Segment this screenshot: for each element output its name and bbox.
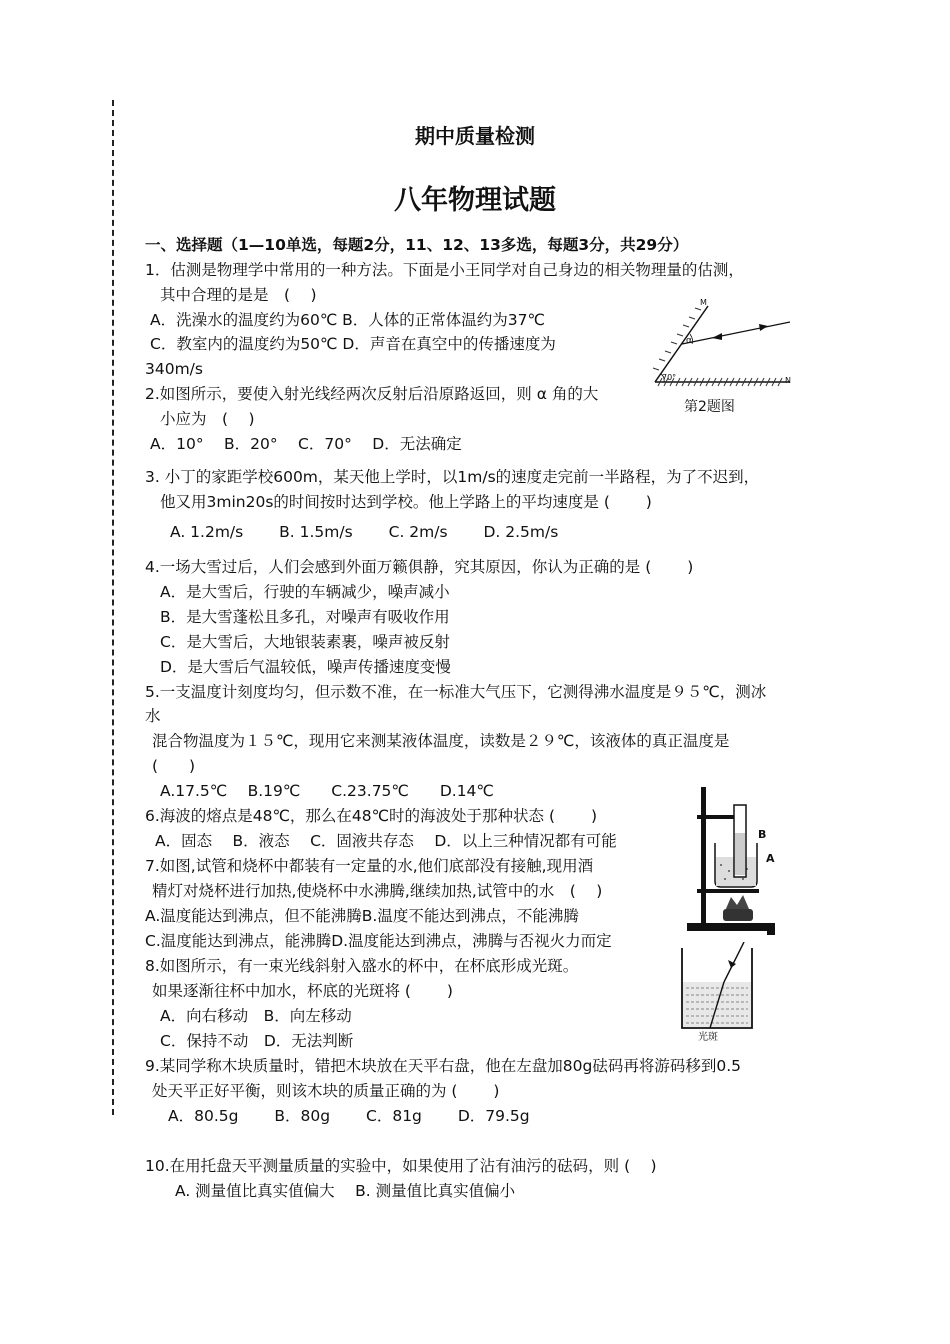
q9-stem-line2: 处天平正好平衡，则该木块的质量正确的为 ( )	[152, 1082, 500, 1100]
q2-options: A．10° B．20° C．70° D．无法确定	[150, 435, 462, 453]
q8-cup-figure	[678, 942, 758, 1034]
q1-stem-line2: 其中合理的是是 ( )	[160, 286, 317, 304]
q10-stem: 10.在用托盘天平测量质量的实验中，如果使用了沾有油污的砝码，则 ( )	[145, 1157, 657, 1175]
q7-stem-line1: 7.如图,试管和烧杯中都装有一定量的水,他们底部没有接触,现用酒	[145, 857, 594, 875]
q2-fig-label-n: N	[785, 376, 791, 385]
q7-stem-line2: 精灯对烧杯进行加热,使烧杯中水沸腾,继续加热,试管中的水 ( )	[152, 882, 603, 900]
q1-options-ab: A．洗澡水的温度约为60℃ B．人体的正常体温约为37℃	[150, 311, 545, 329]
q2-fig-label-angle: 70°	[662, 373, 677, 382]
q5-stem-line1: 5.一支温度计刻度均匀，但示数不准，在一标准大气压下，它测得沸水温度是９５℃，测冰	[145, 683, 767, 701]
q1-options-cd: C．教室内的温度约为50℃ D．声音在真空中的传播速度为	[150, 335, 556, 353]
q8-stem-line1: 8.如图所示，有一束光线斜射入盛水的杯中，在杯底形成光斑。	[145, 957, 579, 975]
q9-stem-line1: 9.某同学称木块质量时，错把木块放在天平右盘，他在左盘加80g砝码再将游码移到0.5	[145, 1057, 742, 1075]
exam-title: 期中质量检测	[415, 124, 535, 148]
q5-stem-line3: 混合物温度为１５℃，现用它来测某液体温度，读数是２９℃，该液体的真正温度是	[152, 732, 730, 750]
binding-margin-line	[112, 100, 114, 1115]
q5-stem-line4: ( )	[152, 757, 196, 775]
q7-options-cd: C.温度能达到沸点，能沸腾D.温度能达到沸点，沸腾与否视火力而定	[145, 932, 612, 950]
q6-options: A．固态 B．液态 C．固液共存态 D．以上三种情况都有可能	[155, 832, 617, 850]
exam-subtitle: 八年物理试题	[394, 185, 556, 216]
q2-fig-label-alpha: α	[686, 336, 692, 346]
q8-stem-line2: 如果逐渐往杯中加水，杯底的光斑将 ( )	[152, 982, 453, 1000]
q5-stem-line2: 水	[145, 707, 161, 725]
q7-fig-label-a: A	[766, 852, 775, 865]
q8-options-ab: A．向右移动 B．向左移动	[160, 1007, 352, 1025]
q2-stem-line1: 2.如图所示，要使入射光线经两次反射后沿原路返回，则 α 角的大	[145, 385, 599, 403]
q4-option-b: B．是大雪蓬松且多孔，对噪声有吸收作用	[160, 608, 450, 626]
q2-figure-caption: 第2题图	[684, 399, 735, 415]
q1-stem-line1: 1．估测是物理学中常用的一种方法。下面是小王同学对自己身边的相关物理量的估测，	[145, 261, 744, 279]
q2-stem-line2: 小应为 ( )	[160, 410, 255, 428]
q4-option-c: C．是大雪后，大地银装素裹，噪声被反射	[160, 633, 450, 651]
q10-options: A. 测量值比真实值偏大 B. 测量值比真实值偏小	[175, 1182, 516, 1200]
q3-stem-line2: 他又用3min20s的时间按时达到学校。他上学路上的平均速度是 ( )	[160, 493, 652, 511]
q4-stem: 4.一场大雪过后，人们会感到外面万籁俱静，究其原因，你认为正确的是 ( )	[145, 558, 694, 576]
q1-option-d-cont: 340m/s	[145, 360, 203, 378]
q4-option-d: D．是大雪后气温较低，噪声传播速度变慢	[160, 658, 451, 676]
q7-fig-label-b: B	[758, 828, 767, 841]
q5-options: A.17.5℃ B.19℃ C.23.75℃ D.14℃	[160, 782, 494, 800]
q6-stem: 6.海波的熔点是48℃，那么在48℃时的海波处于那种状态 ( )	[145, 807, 597, 825]
q8-fig-label-spot: 光斑	[698, 1032, 718, 1043]
q7-options-ab: A.温度能达到沸点，但不能沸腾B.温度不能达到沸点，不能沸腾	[145, 907, 579, 925]
q3-stem-line1: 3. 小丁的家距学校600m，某天他上学时，以1m/s的速度走完前一半路程，为了不迟到，	[145, 468, 760, 486]
section-heading: 一、选择题（1—10单选，每题2分，11、12、13多选，每题3分，共29分）	[145, 236, 689, 254]
q2-fig-label-m: M	[700, 298, 707, 307]
q4-option-a: A．是大雪后，行驶的车辆减少，噪声减小	[160, 583, 450, 601]
q8-options-cd: C．保持不动 D．无法判断	[160, 1032, 354, 1050]
q9-options: A．80.5g B．80g C．81g D．79.5g	[168, 1107, 530, 1125]
q3-options: A. 1.2m/s B. 1.5m/s C. 2m/s D. 2.5m/s	[170, 523, 559, 541]
